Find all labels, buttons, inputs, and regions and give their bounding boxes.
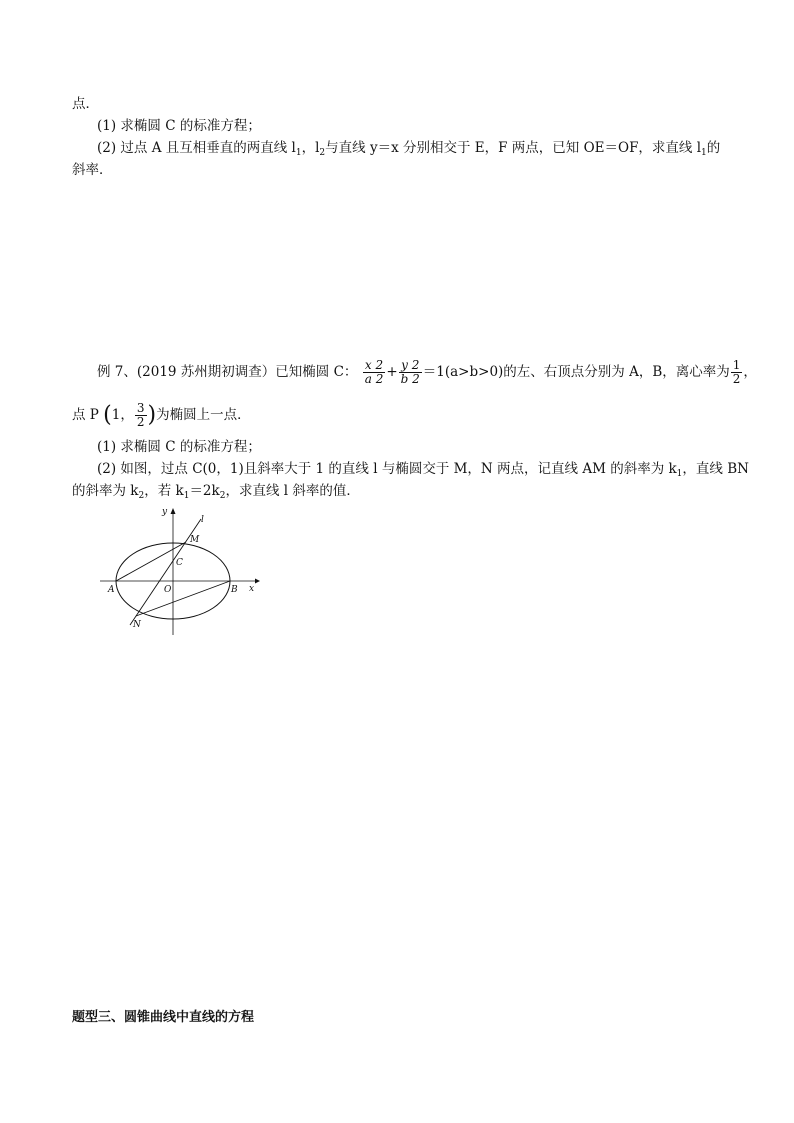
section-heading: 题型三、圆锥曲线中直线的方程 [72,1010,255,1025]
fraction-x2-a2: $\frac{x 2}{a 2}$ [364,358,384,386]
example7-q1: (1) 求椭圆 C 的标准方程； [97,439,261,455]
segment-bn [136,581,230,616]
label-l: l [201,515,204,525]
y-axis-arrow [171,508,176,514]
ellipse-figure [95,505,265,640]
label-a: A [108,585,115,595]
label-y: y [162,507,168,517]
label-o: O [164,585,172,595]
prev-problem-q2: (2) 过点 A 且互相垂直的两直线 $l_1$，$l_2$与直线 y＝x 分别相交于 E，F 两点，已知 OE＝OF，求直线 $l_1$的 [97,140,721,158]
example7-q2-cont: 的斜率为 $k_2$，若 $k_1=2k_2$，求直线 l 斜率的值． [72,483,360,501]
x-axis-arrow [255,579,260,584]
label-c: C [176,558,183,568]
label-b: B [231,585,238,595]
example7-q2: (2) 如图，过点 C(0，1)且斜率大于 1 的直线 l 与椭圆交于 M，N 两点，记直线 AM 的斜率为 $k_1$，直线 BN [97,461,749,479]
fraction-three-halves: $\frac{3}{2}$ [136,401,145,429]
prev-problem-q2-cont: 斜率． [72,162,113,178]
prev-problem-tail: 点． [72,96,99,112]
label-m: M [190,535,200,545]
example7-point-p: 点 P (1， $\frac{3}{2}$ )为椭圆上一点． [72,401,251,429]
label-x: x [249,584,255,594]
prev-problem-q1: (1) 求椭圆 C 的标准方程； [97,118,261,134]
fraction-eccentricity: $\frac{1}{2}$ [732,358,741,386]
example7-statement: 例 7、(2019 苏州期初调查）已知椭圆 C： $\frac{x 2}{a 2}$ + $\frac{y 2}{b 2}$ ＝1(a>b>0)的左、右顶点分别为 A，B，离心率为 $\frac{1}{2}$ ， [97,358,757,386]
label-n: N [133,620,141,630]
fraction-y2-b2: $\frac{y 2}{b 2}$ [400,358,420,386]
